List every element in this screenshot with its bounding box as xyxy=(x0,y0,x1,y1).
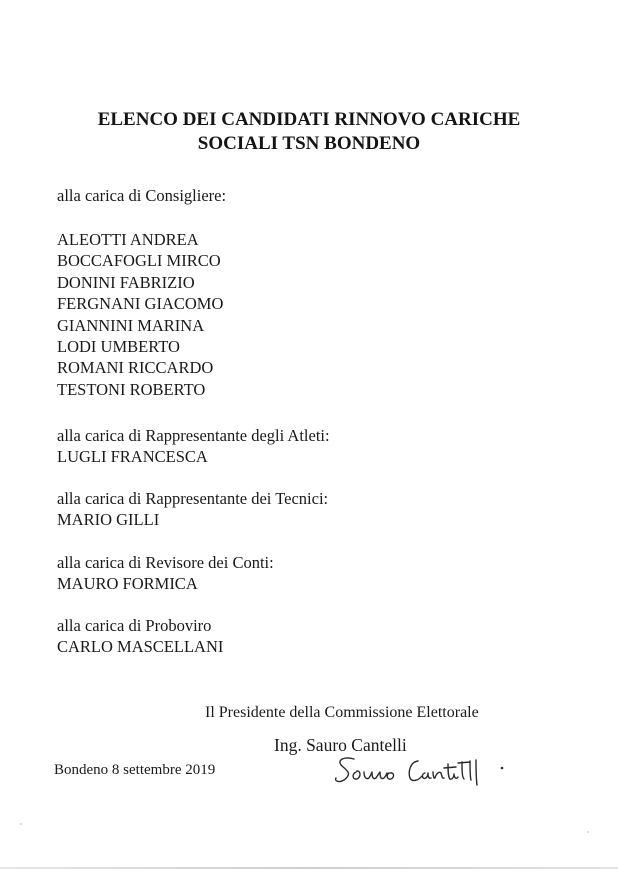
signature-stroke xyxy=(458,760,477,785)
signature-stroke xyxy=(422,773,431,778)
section-heading-consigliere: alla carica di Consigliere: xyxy=(57,186,227,205)
section-heading-revisore: alla carica di Revisore dei Conti: xyxy=(57,553,274,572)
signature-stroke xyxy=(353,771,360,779)
scan-edge-line xyxy=(0,867,618,869)
section-heading-atleti: alla carica di Rappresentante degli Atleti: xyxy=(57,426,330,445)
place-date: Bondeno 8 settembre 2019 xyxy=(54,762,216,778)
document-title xyxy=(0,108,618,156)
candidate-name: ROMANI RICCARDO xyxy=(57,358,214,378)
signature-stroke xyxy=(364,772,387,779)
candidate-name: GIANNINI MARINA xyxy=(57,315,205,335)
scan-speck xyxy=(587,831,589,833)
scan-speck xyxy=(20,823,22,825)
signature-stroke xyxy=(433,772,444,778)
title-line-2: SOCIALI TSN BONDENO xyxy=(197,133,421,154)
candidate-name: CARLO MASCELLANI xyxy=(57,637,224,656)
signature-dot xyxy=(501,767,504,770)
candidate-name: DONINI FABRIZIO xyxy=(57,272,195,292)
candidate-name: MAURO FORMICA xyxy=(57,574,198,593)
candidate-name: FERGNANI GIACOMO xyxy=(57,294,224,314)
title-line-1: ELENCO DEI CANDIDATI RINNOVO CARICHE xyxy=(97,109,521,130)
president-title: Il Presidente della Commissione Elettorale xyxy=(205,704,479,721)
handwritten-signature xyxy=(330,752,520,794)
signature-stroke xyxy=(444,764,458,779)
signature-stroke xyxy=(409,761,422,780)
consiglieri-list xyxy=(57,229,223,400)
section-heading-proboviro: alla carica di Proboviro xyxy=(57,616,212,635)
candidate-name: LODI UMBERTO xyxy=(57,337,180,357)
president-name: Ing. Sauro Cantelli xyxy=(274,735,407,755)
candidate-name: BOCCAFOGLI MIRCO xyxy=(57,251,221,271)
signature-stroke xyxy=(336,758,354,782)
candidate-name: LUGLI FRANCESCA xyxy=(57,447,208,466)
candidate-name: ALEOTTI ANDREA xyxy=(57,230,199,249)
candidate-name: MARIO GILLI xyxy=(57,510,160,529)
candidate-name: TESTONI ROBERTO xyxy=(57,379,206,399)
section-heading-tecnici: alla carica di Rappresentante dei Tecnici: xyxy=(57,489,329,508)
signature-stroke xyxy=(387,773,393,779)
